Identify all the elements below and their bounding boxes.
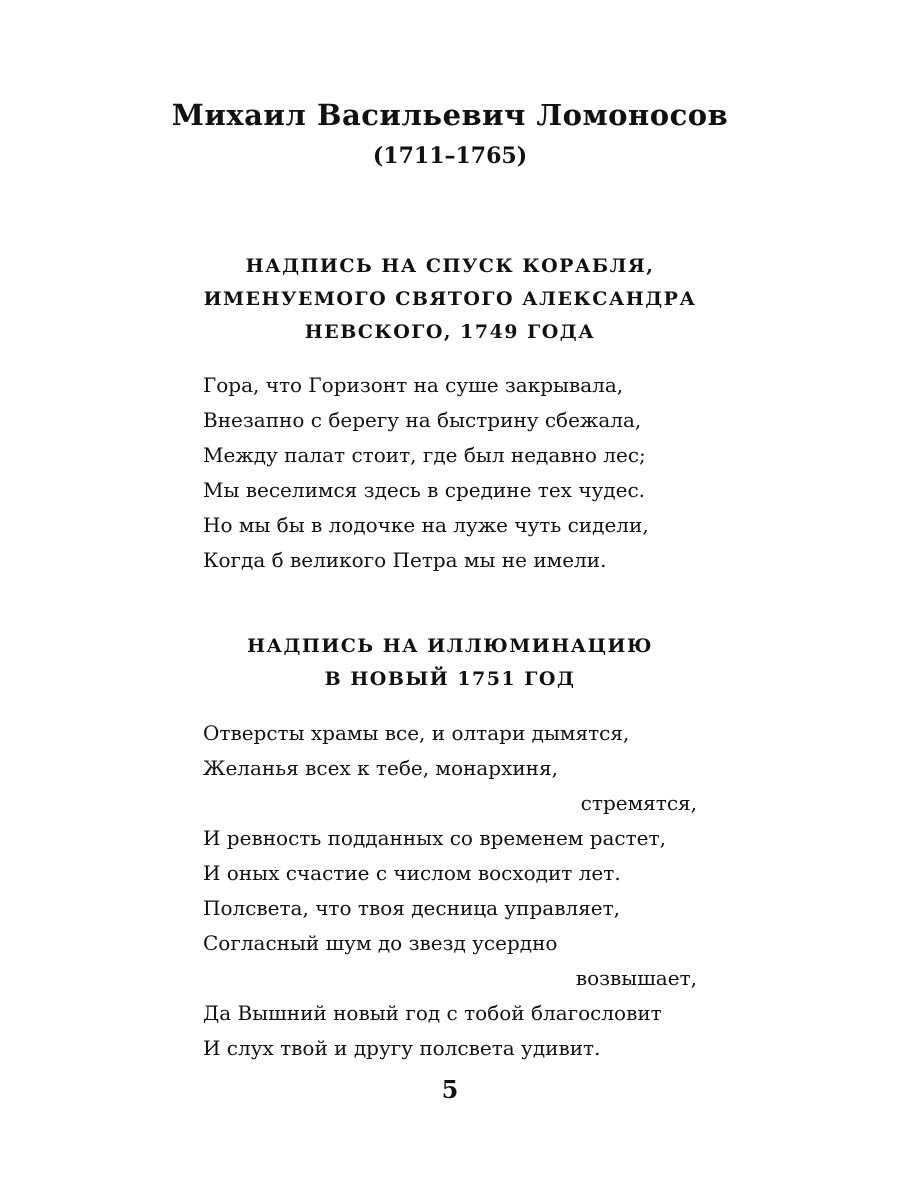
poem-2-text bbox=[203, 716, 703, 1066]
poem-line: Желанья всех к тебе, монархиня, bbox=[203, 756, 558, 780]
page-number: 5 bbox=[441, 1075, 459, 1104]
author-years: (1711–1765) bbox=[372, 143, 528, 169]
poem-line: Отверсты храмы все, и олтари дымятся, bbox=[203, 721, 630, 745]
poem-2-title-line: НАДПИСЬ НА ИЛЛЮМИНАЦИЮ bbox=[247, 635, 653, 657]
poem-line-continuation: стремятся, bbox=[580, 791, 697, 815]
poem-line: Согласный шум до звезд усердно bbox=[203, 931, 558, 955]
author-name: Михаил Васильевич Ломоносов bbox=[171, 98, 729, 132]
poem-line: Да Вышний новый год с тобой благословит bbox=[203, 1001, 662, 1025]
poem-line: Гора, что Горизонт на суше закрывала, bbox=[203, 373, 624, 397]
poem-line: И ревность подданных со временем растет, bbox=[203, 826, 666, 850]
poem-line-continuation: возвышает, bbox=[575, 966, 697, 990]
poem-line: Мы веселимся здесь в средине тех чудес. bbox=[203, 478, 646, 502]
poem-1-title-line: НЕВСКОГО, 1749 ГОДА bbox=[304, 321, 596, 343]
poem-line: Между палат стоит, где был недавно лес; bbox=[203, 443, 646, 467]
poem-line: И оных счастие с числом восходит лет. bbox=[203, 861, 621, 885]
poem-line: Внезапно с берегу на быстрину сбежала, bbox=[203, 408, 642, 432]
poem-line: Но мы бы в лодочке на луже чуть сидели, bbox=[203, 513, 649, 537]
poem-line: Когда б великого Петра мы не имели. bbox=[203, 548, 607, 572]
poem-2-title-line: В НОВЫЙ 1751 ГОД bbox=[324, 668, 576, 690]
poem-line: Полсвета, что твоя десница управляет, bbox=[203, 896, 621, 920]
poem-1-text bbox=[203, 368, 703, 578]
poem-2-title bbox=[0, 630, 900, 696]
poem-1-title-line: ИМЕНУЕМОГО СВЯТОГО АЛЕКСАНДРА bbox=[203, 288, 697, 310]
poem-1-title bbox=[0, 250, 900, 349]
poem-1-title-line: НАДПИСЬ НА СПУСК КОРАБЛЯ, bbox=[245, 255, 655, 277]
poem-line: И слух твой и другу полсвета удивит. bbox=[203, 1036, 601, 1060]
